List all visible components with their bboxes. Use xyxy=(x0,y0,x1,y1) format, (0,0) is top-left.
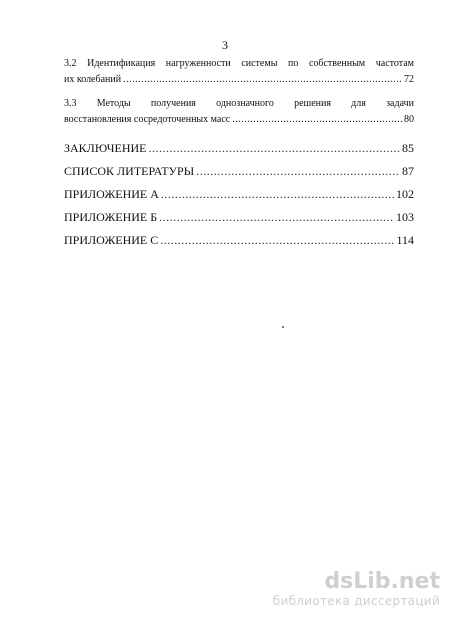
watermark-subtitle: библиотека диссертаций xyxy=(272,594,440,608)
dot-leader xyxy=(149,141,401,156)
toc-page-number: 85 xyxy=(402,141,414,155)
toc-page-number: 114 xyxy=(396,233,414,247)
dot-leader xyxy=(123,74,402,85)
toc-page-number: 103 xyxy=(396,210,414,224)
toc-entry-title-continued: их колебаний xyxy=(64,74,122,85)
dot-leader xyxy=(159,210,394,225)
toc-entry-references xyxy=(64,164,414,179)
toc-entry-title: 3.2 Идентификация нагруженности системы по собственным частотам xyxy=(64,58,414,69)
toc-page-number: 102 xyxy=(396,187,414,201)
toc-entry-title: 3.3 Методы получения однозначного решения для задачи xyxy=(64,98,414,109)
toc-entry-appendix-a xyxy=(64,187,414,202)
toc-entry-3-3 xyxy=(64,98,414,125)
dot-leader xyxy=(160,233,394,248)
dot-leader xyxy=(232,114,402,125)
toc-entry-appendix-c xyxy=(64,233,414,248)
page-number: 3 xyxy=(222,38,228,52)
toc-entry-title: ПРИЛОЖЕНИЕ Б xyxy=(64,210,158,224)
dot-leader xyxy=(196,164,400,179)
scan-speck xyxy=(282,326,284,328)
dot-leader xyxy=(161,187,394,202)
toc-page-number: 80 xyxy=(404,114,414,125)
toc-entry-conclusion xyxy=(64,141,414,156)
toc-page-number: 87 xyxy=(402,164,414,178)
toc-entry-title: ПРИЛОЖЕНИЕ А xyxy=(64,187,159,201)
toc-entry-title-continued: восстановления сосредоточенных масс xyxy=(64,114,231,125)
watermark-brand: dsLib.net xyxy=(324,569,440,594)
watermark xyxy=(273,570,440,608)
toc-entry-appendix-b xyxy=(64,210,414,225)
toc-page-number: 72 xyxy=(404,74,414,85)
toc-entry-title: СПИСОК ЛИТЕРАТУРЫ xyxy=(64,164,195,178)
toc-entry-3-2 xyxy=(64,58,414,85)
toc-entry-title: ПРИЛОЖЕНИЕ С xyxy=(64,233,159,247)
toc-entry-title: ЗАКЛЮЧЕНИЕ xyxy=(64,141,147,155)
